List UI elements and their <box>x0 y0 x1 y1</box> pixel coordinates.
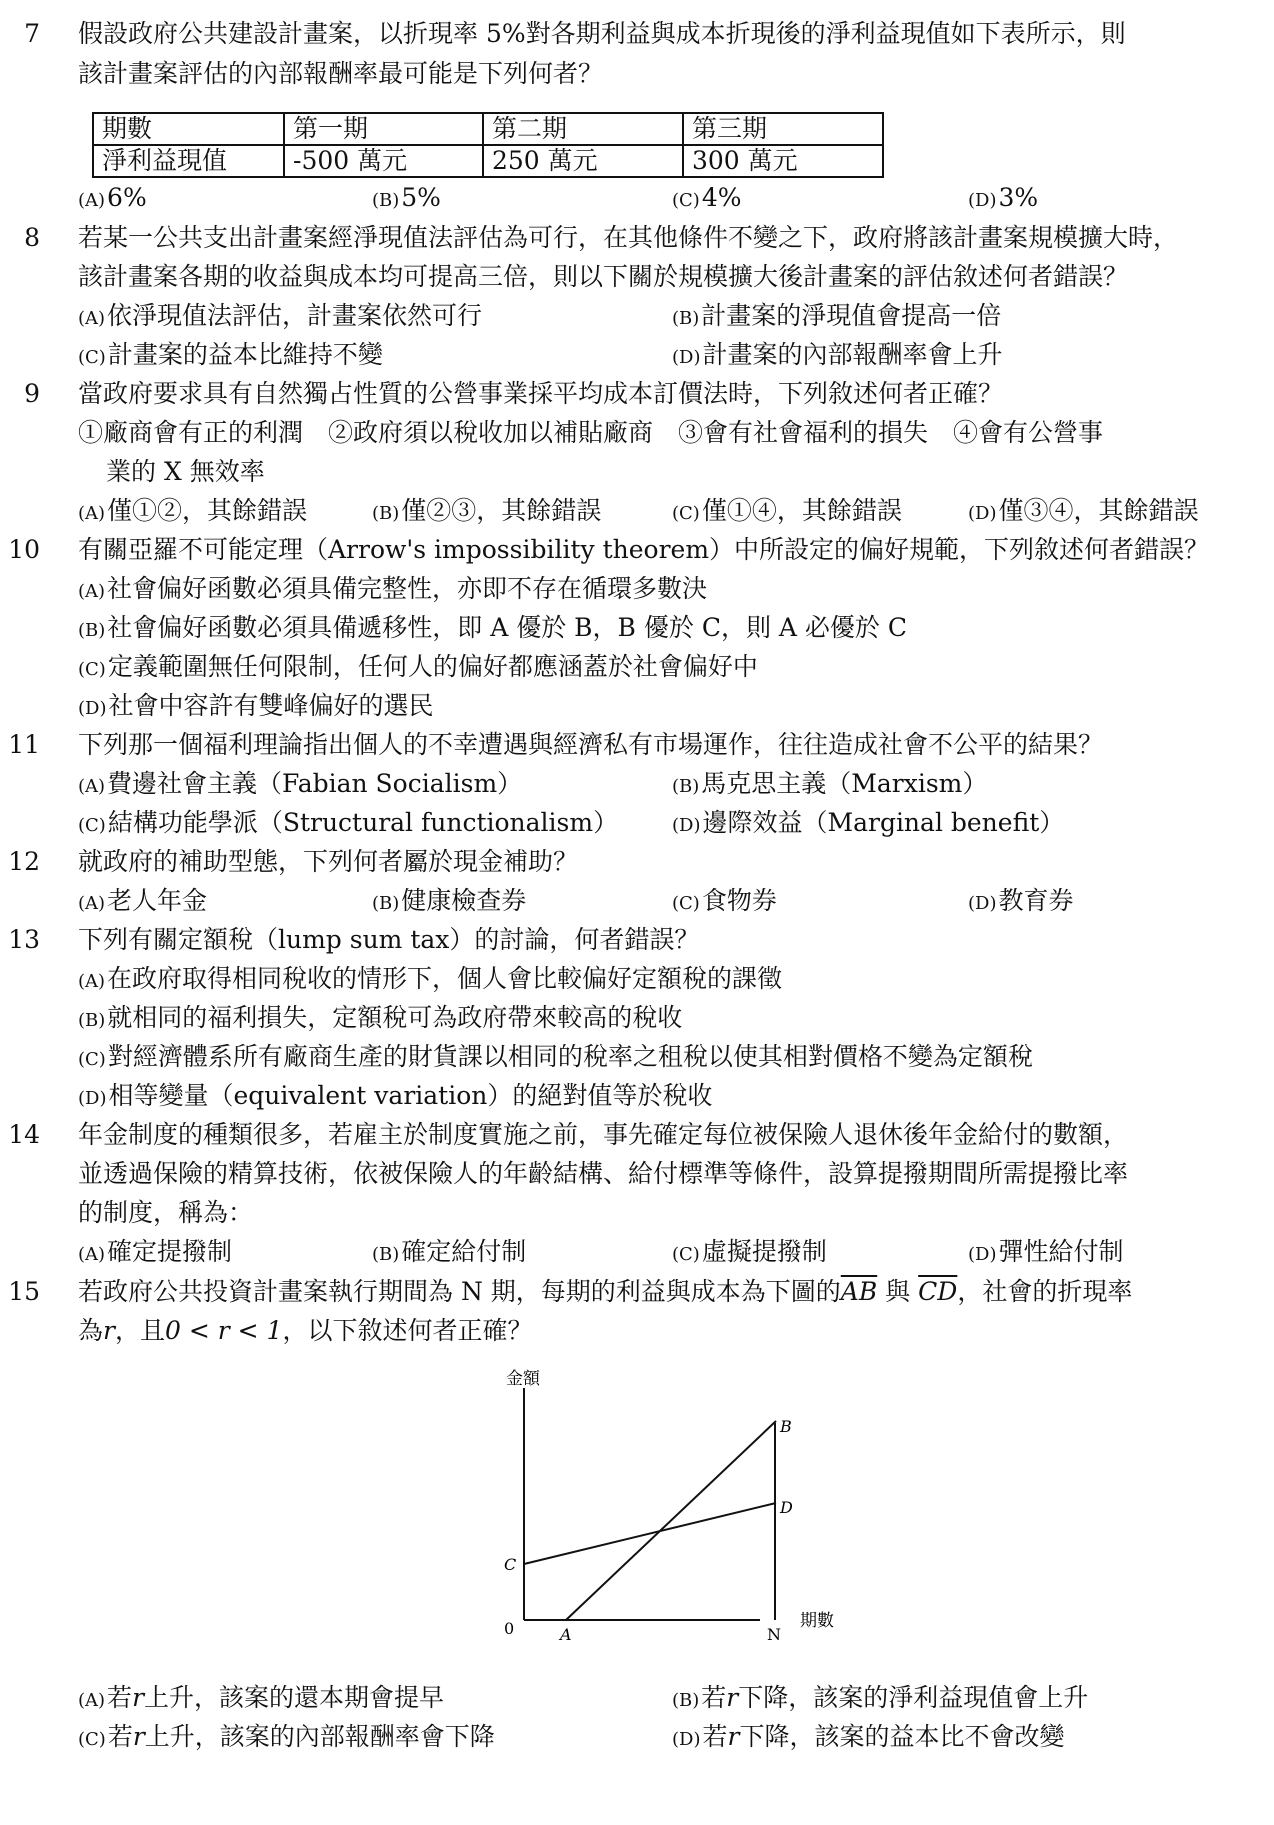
option-label: (C) <box>672 503 700 524</box>
table-header-cell: 第二期 <box>483 113 683 145</box>
option-label: (D) <box>78 698 107 719</box>
question-text-part: ，且 <box>114 1316 165 1345</box>
option-text: 計畫案的益本比維持不變 <box>107 340 383 369</box>
option-text: 食物券 <box>701 886 777 915</box>
question-text: 就政府的補助型態，下列何者屬於現金補助？ <box>78 847 579 876</box>
option-text: 教育券 <box>998 886 1074 915</box>
option-text: 若 <box>107 1722 133 1751</box>
table-cell: 250 萬元 <box>483 145 683 177</box>
option-label: (A) <box>78 581 106 602</box>
question-number: 11 <box>8 730 40 759</box>
line-cd <box>524 1503 776 1564</box>
question-text: 的制度，稱為： <box>78 1198 254 1227</box>
line-ab <box>566 1421 776 1620</box>
option-a[interactable] <box>78 495 307 530</box>
option-text: 3% <box>998 183 1039 212</box>
option-label: (B) <box>78 620 106 641</box>
option-c[interactable] <box>672 1236 827 1271</box>
variable-r: r <box>726 1683 739 1712</box>
option-label: (B) <box>372 893 400 914</box>
option-label: (A) <box>78 893 106 914</box>
option-b[interactable] <box>372 1236 526 1271</box>
variable-r: r <box>727 1722 740 1751</box>
option-d[interactable] <box>672 807 1064 842</box>
option-a[interactable] <box>78 963 782 998</box>
option-b[interactable] <box>672 768 987 803</box>
option-b[interactable] <box>672 300 1001 335</box>
option-a[interactable] <box>78 573 707 608</box>
option-label: (D) <box>672 347 701 368</box>
option-text: 若 <box>702 1722 728 1751</box>
question-number: 12 <box>8 847 40 876</box>
option-text: 邊際效益（Marginal benefit） <box>702 808 1065 837</box>
option-text: 社會偏好函數必須具備完整性，亦即不存在循環多數決 <box>107 574 708 603</box>
option-label: (B) <box>78 1010 106 1031</box>
option-a[interactable] <box>78 182 147 217</box>
table-cell: 300 萬元 <box>683 145 883 177</box>
variable-r: r <box>103 1316 115 1345</box>
option-label: (D) <box>968 1244 997 1265</box>
option-label: (C) <box>672 893 700 914</box>
option-text: 上升，該案的內部報酬率會下降 <box>144 1722 495 1751</box>
option-label: (C) <box>78 659 106 680</box>
point-a-label: A <box>560 1625 572 1644</box>
question-text: 假設政府公共建設計畫案，以折現率 5%對各期利益與成本折現後的淨利益現值如下表所示，則 <box>78 19 1126 48</box>
option-c[interactable] <box>78 1041 1033 1076</box>
option-label: (D) <box>968 893 997 914</box>
option-text: 確定給付制 <box>401 1237 527 1266</box>
question-text-part: 與 <box>877 1277 919 1306</box>
option-label: (A) <box>78 776 106 797</box>
option-label: (D) <box>968 503 997 524</box>
option-d[interactable] <box>968 1236 1124 1271</box>
question-text: 業的 X 無效率 <box>106 457 265 486</box>
question-text-part: ，以下敘述何者正確？ <box>282 1316 533 1345</box>
origin-label: 0 <box>504 1619 515 1638</box>
npv-table <box>92 112 884 178</box>
question-text: 並透過保險的精算技術，依被保險人的年齡結構、給付標準等條件，設算提撥期間所需提撥比率 <box>78 1159 1129 1188</box>
option-d[interactable] <box>672 339 1003 374</box>
question-number: 7 <box>24 19 40 48</box>
benefit-cost-diagram <box>490 1358 850 1648</box>
question-number: 9 <box>24 379 40 408</box>
option-text: 確定提撥制 <box>107 1237 233 1266</box>
question-text: 該計畫案各期的收益與成本均可提高三倍，則以下關於規模擴大後計畫案的評估敘述何者錯誤？ <box>78 262 1129 291</box>
question-number: 10 <box>8 535 40 564</box>
question-text: 該計畫案評估的內部報酬率最可能是下列何者？ <box>78 59 604 88</box>
option-text: 6% <box>107 183 147 212</box>
point-n-label: N <box>767 1625 781 1644</box>
option-label: (A) <box>78 503 106 524</box>
option-a[interactable] <box>78 1236 232 1271</box>
option-a[interactable] <box>78 885 207 920</box>
option-a[interactable] <box>78 1682 444 1717</box>
question-number: 13 <box>8 925 40 954</box>
option-c[interactable] <box>672 182 742 217</box>
option-d[interactable] <box>78 690 434 725</box>
option-text: 社會中容許有雙峰偏好的選民 <box>108 691 434 720</box>
option-b[interactable] <box>372 885 526 920</box>
question-number: 14 <box>8 1120 40 1149</box>
option-text: 僅②③，其餘錯誤 <box>401 496 602 525</box>
option-text: 定義範圍無任何限制，任何人的偏好都應涵蓋於社會偏好中 <box>107 652 758 681</box>
option-text: 結構功能學派（Structural functionalism） <box>107 808 619 837</box>
question-text-part: 為 <box>78 1316 104 1345</box>
option-b[interactable] <box>78 612 907 647</box>
option-label: (A) <box>78 1690 106 1711</box>
option-label: (C) <box>78 347 106 368</box>
option-text: 對經濟體系所有廠商生產的財貨課以相同的稅率之租稅以使其相對價格不變為定額稅 <box>107 1042 1033 1071</box>
option-c[interactable] <box>78 807 618 842</box>
option-c[interactable] <box>78 339 383 374</box>
option-label: (C) <box>78 815 106 836</box>
option-label: (B) <box>672 1690 700 1711</box>
option-label: (B) <box>672 776 700 797</box>
option-text: 若 <box>107 1683 133 1712</box>
y-axis-label: 金額 <box>506 1369 540 1389</box>
question-text-part: ，社會的折現率 <box>957 1277 1133 1306</box>
option-text: 4% <box>701 183 742 212</box>
option-label: (A) <box>78 971 106 992</box>
question-text: 年金制度的種類很多，若雇主於制度實施之前，事先確定每位被保險人退休後年金給付的數額， <box>78 1120 1129 1149</box>
question-text <box>78 1276 1132 1308</box>
option-label: (C) <box>672 190 700 211</box>
option-text: 依淨現值法評估，計畫案依然可行 <box>107 301 483 330</box>
option-c[interactable] <box>672 495 902 530</box>
option-text: 計畫案的內部報酬率會上升 <box>702 340 1003 369</box>
option-label: (B) <box>372 1244 400 1265</box>
option-label: (A) <box>78 190 106 211</box>
question-text: ①廠商會有正的利潤 ②政府須以稅收加以補貼廠商 ③會有社會福利的損失 ④會有公營事 <box>78 418 1104 447</box>
option-label: (C) <box>78 1049 106 1070</box>
point-d-label: D <box>780 1498 793 1517</box>
variable-r: r <box>132 1683 145 1712</box>
option-label: (D) <box>672 1729 701 1750</box>
option-text: 在政府取得相同稅收的情形下，個人會比較偏好定額稅的課徵 <box>107 964 783 993</box>
option-c[interactable] <box>672 885 777 920</box>
table-cell: 淨利益現值 <box>93 145 284 177</box>
question-text: 下列那一個福利理論指出個人的不幸遭遇與經濟私有市場運作，往往造成社會不公平的結果？ <box>78 730 1104 759</box>
option-text: 健康檢查券 <box>401 886 527 915</box>
question-text: 當政府要求具有自然獨占性質的公營事業採平均成本訂價法時，下列敘述何者正確？ <box>78 379 1004 408</box>
option-text: 僅③④，其餘錯誤 <box>998 496 1199 525</box>
point-c-label: C <box>504 1555 517 1574</box>
option-label: (A) <box>78 308 106 329</box>
option-label: (D) <box>672 815 701 836</box>
table-row <box>93 145 883 177</box>
option-label: (B) <box>372 503 400 524</box>
option-d[interactable] <box>968 495 1199 530</box>
question-text: 下列有關定額稅（lump sum tax）的討論，何者錯誤？ <box>78 925 700 954</box>
option-text: 上升，該案的還本期會提早 <box>144 1683 445 1712</box>
option-text: 費邊社會主義（Fabian Socialism） <box>107 769 523 798</box>
option-text: 相等變量（equivalent variation）的絕對值等於稅收 <box>108 1081 713 1110</box>
inequality: 0 < r < 1 <box>164 1316 283 1345</box>
option-a[interactable] <box>78 768 522 803</box>
segment-ab: $\overline{AB}$ <box>840 1277 878 1306</box>
option-text: 僅①②，其餘錯誤 <box>107 496 308 525</box>
option-b[interactable] <box>372 495 601 530</box>
option-text: 僅①④，其餘錯誤 <box>701 496 902 525</box>
question-number: 15 <box>8 1277 40 1306</box>
option-text: 若 <box>701 1683 727 1712</box>
option-d[interactable] <box>968 182 1038 217</box>
question-text <box>78 1315 532 1347</box>
option-d[interactable] <box>968 885 1074 920</box>
option-text: 5% <box>401 183 441 212</box>
option-a[interactable] <box>78 300 482 335</box>
option-label: (D) <box>968 190 997 211</box>
option-c[interactable] <box>78 651 758 686</box>
point-b-label: B <box>780 1417 792 1436</box>
segment-cd: $\overline{CD}$ <box>918 1277 958 1306</box>
option-text: 計畫案的淨現值會提高一倍 <box>701 301 1002 330</box>
option-text: 下降，該案的淨利益現值會上升 <box>738 1683 1089 1712</box>
variable-r: r <box>132 1722 145 1751</box>
x-axis-label: 期數 <box>800 1611 834 1631</box>
option-label: (C) <box>672 1244 700 1265</box>
question-number: 8 <box>24 223 40 252</box>
question-text: 有關亞羅不可能定理（Arrow's impossibility theorem）中所設定的偏好規範，下列敘述何者錯誤？ <box>78 535 1210 564</box>
option-text: 彈性給付制 <box>998 1237 1124 1266</box>
question-text-part: 若政府公共投資計畫案執行期間為 N 期，每期的利益與成本為下圖的 <box>78 1277 841 1306</box>
table-row <box>93 113 883 145</box>
option-label: (D) <box>78 1088 107 1109</box>
option-text: 下降，該案的益本比不會改變 <box>739 1722 1065 1751</box>
option-d[interactable] <box>78 1080 712 1115</box>
table-header-cell: 第三期 <box>683 113 883 145</box>
option-d[interactable] <box>672 1721 1064 1756</box>
option-b[interactable] <box>372 182 441 217</box>
option-text: 社會偏好函數必須具備遞移性，即 A 優於 B，B 優於 C，則 A 必優於 C <box>107 613 907 642</box>
option-b[interactable] <box>672 1682 1088 1717</box>
option-label: (A) <box>78 1244 106 1265</box>
option-text: 馬克思主義（Marxism） <box>701 769 988 798</box>
table-header-cell: 第一期 <box>284 113 483 145</box>
question-text: 若某一公共支出計畫案經淨現值法評估為可行，在其他條件不變之下，政府將該計畫案規模擴大時， <box>78 223 1179 252</box>
option-text: 老人年金 <box>107 886 208 915</box>
option-label: (B) <box>372 190 400 211</box>
option-label: (C) <box>78 1729 106 1750</box>
option-c[interactable] <box>78 1721 495 1756</box>
table-header-cell: 期數 <box>93 113 284 145</box>
option-label: (B) <box>672 308 700 329</box>
option-text: 虛擬提撥制 <box>701 1237 827 1266</box>
option-text: 就相同的福利損失，定額稅可為政府帶來較高的稅收 <box>107 1003 683 1032</box>
option-b[interactable] <box>78 1002 682 1037</box>
table-cell: -500 萬元 <box>284 145 483 177</box>
